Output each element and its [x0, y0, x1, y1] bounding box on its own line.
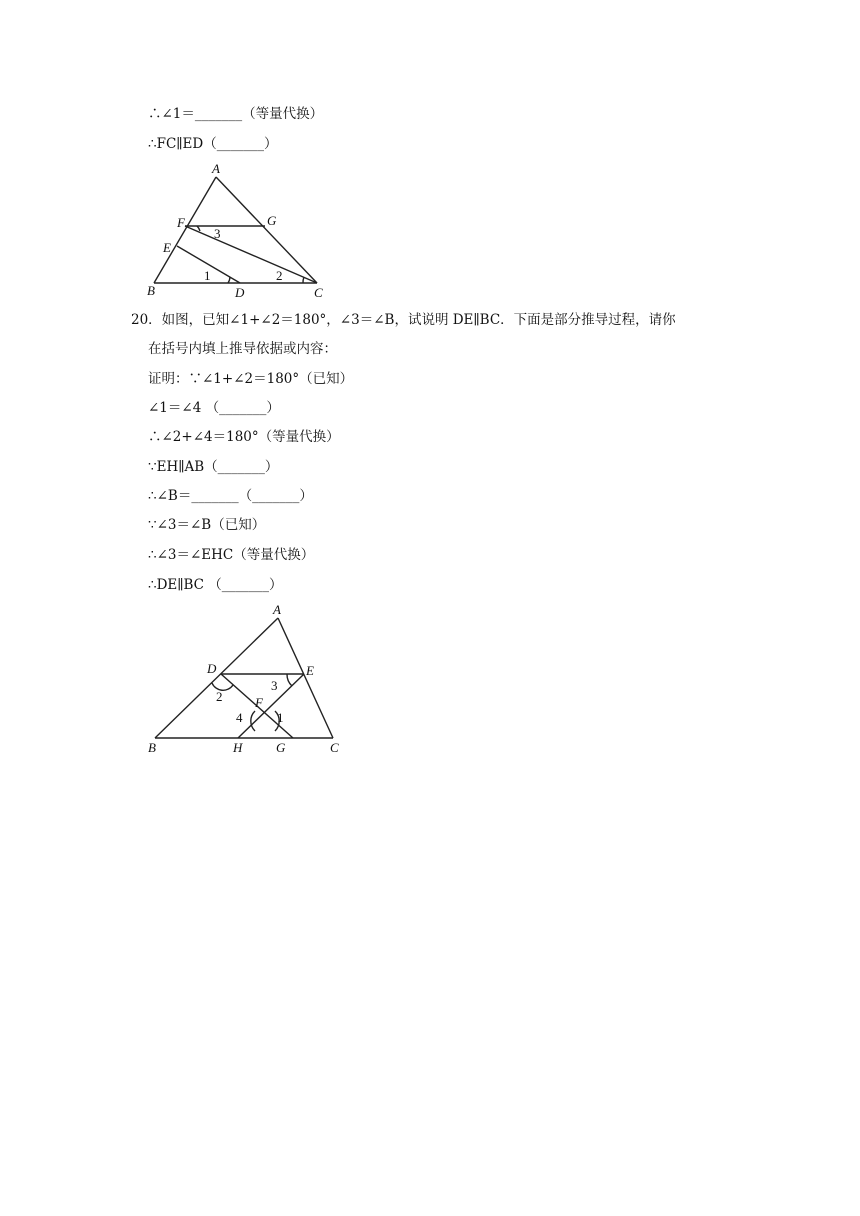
- proof-step-5: ∴∠B＝_______（_______）: [148, 488, 313, 504]
- point-g-label: G: [267, 213, 277, 228]
- question-20-stem: 20．如图，已知∠1+∠2＝180°，∠3＝∠B，试说明 DE∥BC．下面是部分推导过程，请你: [131, 312, 676, 328]
- angle-3-label: 3: [271, 678, 278, 693]
- proof-step-3: ∴∠2+∠4＝180°（等量代换）: [148, 429, 340, 445]
- proof-step-4: ∵EH∥AB（_______）: [148, 459, 279, 475]
- proof-line-fc-parallel-ed: ∴FC∥ED（_______）: [148, 136, 278, 152]
- question-20-instruction: 在括号内填上推导依据或内容：: [148, 341, 337, 357]
- point-f-label: F: [177, 215, 185, 230]
- angle-2-label: 2: [216, 689, 223, 704]
- point-a-label: A: [212, 161, 220, 176]
- point-b-label: B: [147, 283, 155, 298]
- figure-triangle-q20: [140, 598, 360, 758]
- point-e-label: E: [306, 663, 314, 678]
- point-g-label: G: [276, 740, 286, 755]
- point-f-label: F: [255, 695, 263, 710]
- proof-line-equal-substitution: ∴∠1＝_______（等量代换）: [148, 106, 324, 122]
- figure-triangle-prev: [140, 160, 340, 300]
- point-h-label: H: [233, 740, 243, 755]
- angle-1-label: 1: [277, 710, 284, 725]
- proof-step-6: ∵∠3＝∠B（已知）: [148, 517, 266, 533]
- point-e-label: E: [163, 240, 171, 255]
- angle-4-label: 4: [236, 710, 243, 725]
- proof-step-7: ∴∠3＝∠EHC（等量代换）: [148, 547, 315, 563]
- point-c-label: C: [330, 740, 339, 755]
- point-b-label: B: [148, 740, 156, 755]
- proof-step-8: ∴DE∥BC （_______）: [148, 577, 283, 593]
- proof-step-1: 证明：∵∠1+∠2＝180°（已知）: [148, 371, 354, 387]
- point-c-label: C: [314, 285, 323, 300]
- angle-1-label: 1: [204, 268, 211, 283]
- point-d-label: D: [207, 661, 217, 676]
- proof-step-2: ∠1＝∠4 （_______）: [148, 400, 280, 416]
- point-d-label: D: [235, 285, 245, 300]
- angle-2-label: 2: [276, 268, 283, 283]
- angle-3-label: 3: [214, 226, 221, 241]
- point-a-label: A: [273, 602, 281, 617]
